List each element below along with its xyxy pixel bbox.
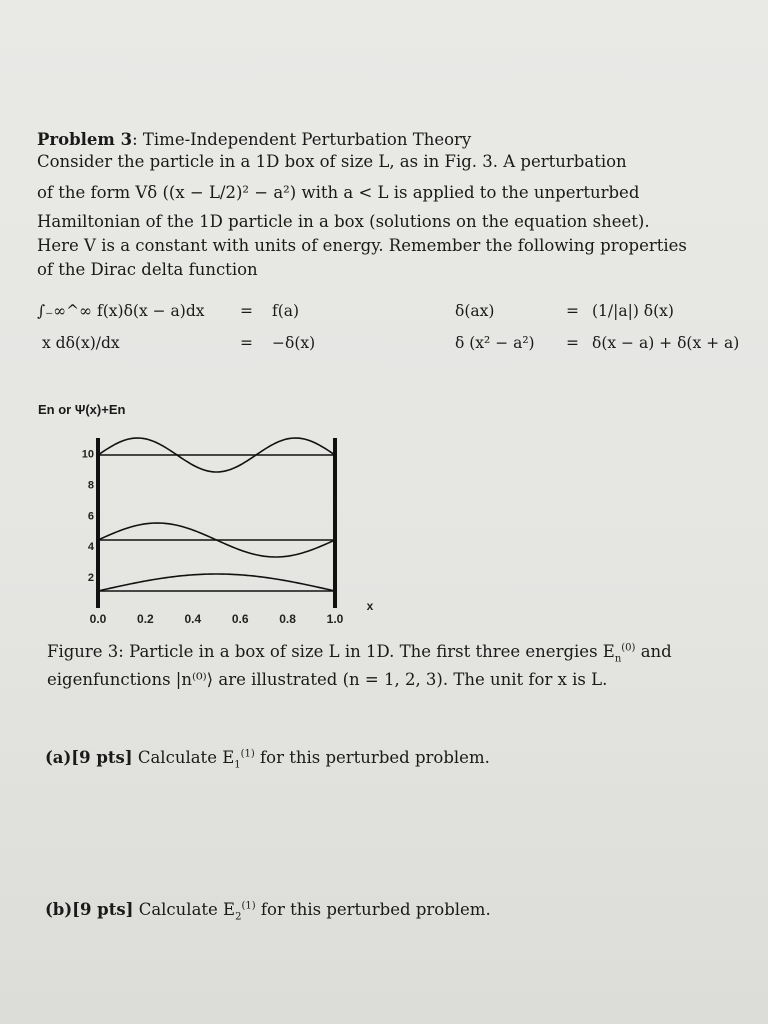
- problem-text-line-3: of the form Vδ ((x − L/2)² − a²) with a < L is applied to the unperturbed: [37, 183, 640, 202]
- x-tick-label-2: 0.4: [184, 612, 202, 626]
- equation-2-lhs: x dδ(x)/dx: [42, 334, 120, 352]
- equation-2-equals: =: [240, 334, 253, 352]
- figure-caption-line-1: [47, 642, 672, 665]
- y-tick-label-4: 10: [81, 448, 94, 461]
- question-a-end: for this perturbed problem.: [254, 748, 490, 767]
- equation-4-rhs: δ(x − a) + δ(x + a): [592, 334, 740, 352]
- caption-sub: n: [614, 653, 622, 665]
- y-tick-label-0: 2: [87, 572, 94, 585]
- question-b-sub: 2: [235, 911, 242, 923]
- problem-text-line-4: Hamiltonian of the 1D particle in a box (solutions on the equation sheet).: [37, 212, 650, 231]
- question-b-sup: (1): [241, 900, 256, 912]
- question-a-sup: (1): [240, 748, 255, 760]
- equation-3-rhs: (1/|a|) δ(x): [592, 302, 674, 320]
- question-b-text: Calculate E: [133, 900, 236, 919]
- equation-3-lhs: δ(ax): [455, 302, 495, 320]
- equation-4-lhs: δ (x² − a²): [455, 334, 535, 352]
- problem-text-line-6: of the Dirac delta function: [37, 260, 258, 279]
- problem-text-line-2: Consider the particle in a 1D box of size L, as in Fig. 3. A perturbation: [37, 152, 627, 171]
- question-a-text: Calculate E: [132, 748, 235, 767]
- equation-3-equals: =: [566, 302, 579, 320]
- x-tick-label-0: 0.0: [89, 612, 107, 626]
- y-tick-label-2: 6: [87, 510, 94, 523]
- question-a: [45, 748, 490, 771]
- wavefunction-1: [98, 574, 335, 591]
- caption-text: Figure 3: Particle in a box of size L in 1D. The first three energies E: [47, 642, 615, 661]
- equation-4-equals: =: [566, 334, 579, 352]
- y-tick-label-1: 4: [87, 541, 94, 554]
- equation-1-lhs: ∫₋∞^∞ f(x)δ(x − a)dx: [37, 302, 205, 320]
- caption-end: and: [635, 642, 672, 661]
- x-tick-label-1: 0.2: [137, 612, 154, 626]
- question-b: [45, 900, 491, 923]
- question-a-sub: 1: [234, 759, 241, 771]
- figure-caption-line-2: eigenfunctions |n⁽⁰⁾⟩ are illustrated (n = 1, 2, 3). The unit for x is L.: [47, 670, 608, 689]
- equation-1-equals: =: [240, 302, 253, 320]
- plot-layer: [82, 438, 374, 626]
- equation-2-rhs: −δ(x): [272, 334, 316, 352]
- y-axis-title: En or Ψ(x)+En: [38, 402, 126, 417]
- y-tick-label-3: 8: [87, 479, 94, 492]
- x-tick-label-5: 1.0: [326, 612, 344, 626]
- problem-heading: [37, 130, 697, 150]
- problem-number: Problem 3: [37, 130, 133, 149]
- problem-title: : Time-Independent Perturbation Theory: [132, 130, 472, 149]
- question-b-label: (b)[9 pts]: [45, 900, 134, 919]
- x-axis-label: x: [366, 599, 374, 613]
- x-tick-label-4: 0.8: [279, 612, 296, 626]
- x-tick-label-3: 0.6: [231, 612, 249, 626]
- energy-level-chart: [38, 400, 398, 630]
- question-b-end: for this perturbed problem.: [255, 900, 491, 919]
- equation-1-rhs: f(a): [272, 302, 300, 320]
- problem-text-line-5: Here V is a constant with units of energy. Remember the following properties: [37, 236, 687, 255]
- question-a-label: (a)[9 pts]: [45, 748, 133, 767]
- caption-sup: (0): [621, 642, 636, 654]
